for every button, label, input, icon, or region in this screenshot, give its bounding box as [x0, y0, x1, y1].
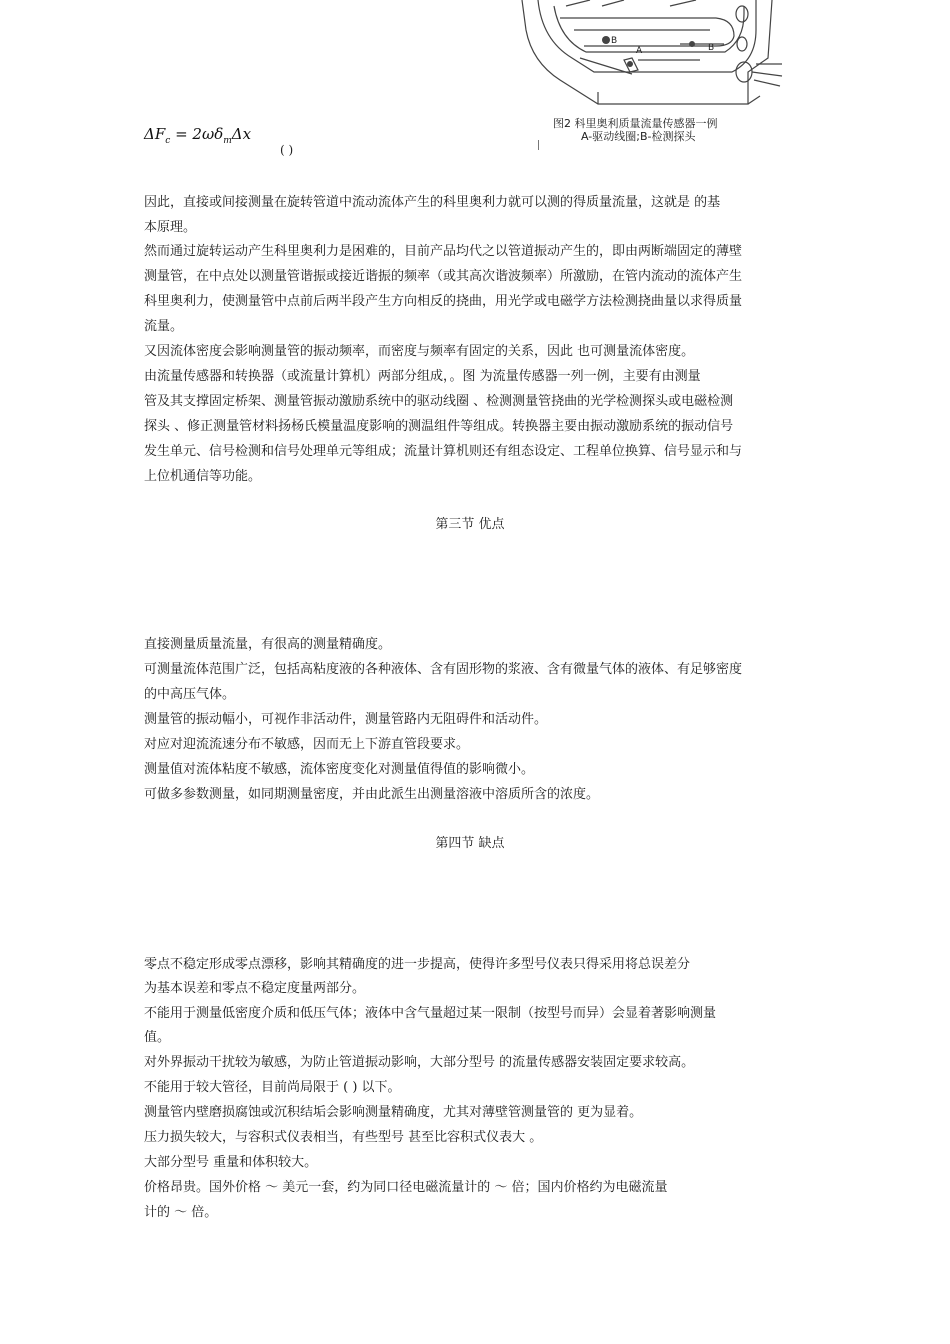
disadvantage-line: 值。	[144, 1030, 171, 1045]
principle-p4-line: 由流量传感器和转换器（或流量计算机）两部分组成，。图 为流量传感器一列一例，主要有由测量	[144, 369, 701, 384]
principle-p3-line: 又因流体密度会影响测量管的振动频率，而密度与频率有固定的关系，因此 也可测量流体密度。	[144, 344, 695, 359]
disadvantage-line: 不能用于测量低密度介质和低压气体；液体中含气量超过某一限制（按型号而异）会显着著影响测量	[144, 1006, 717, 1021]
disadvantage-line: 压力损失较大，与容积式仪表相当，有些型号 甚至比容积式仪表大 。	[144, 1130, 543, 1145]
disadvantage-line: 计的 ～ 倍。	[144, 1205, 218, 1220]
section4-heading: 第四节 缺点	[435, 836, 505, 851]
principle-p1-line: 因此，直接或间接测量在旋转管道中流动流体产生的科里奥利力就可以测的得质量流量，这就是 的基	[144, 195, 721, 210]
principle-p4-line: 管及其支撑固定桥架、测量管振动激励系统中的驱动线圈 、检测测量管挠曲的光学检测探头或电磁检测	[144, 394, 734, 409]
figure-caption	[553, 117, 773, 143]
disadvantage-line: 零点不稳定形成零点漂移，影响其精确度的进一步提高，使得许多型号仪表只得采用将总误差分	[144, 957, 691, 972]
principle-p2-line: 然而通过旋转运动产生科里奥利力是困难的，目前产品均代之以管道振动产生的，即由两断端固定的薄壁	[144, 244, 743, 259]
advantage-line: 测量管的振动幅小，可视作非活动件，测量管路内无阻碍件和活动件。	[144, 712, 548, 727]
advantage-line: 的中高压气体。	[144, 687, 236, 702]
advantage-line: 测量值对流体粘度不敏感，流体密度变化对测量值得值的影响微小。	[144, 762, 535, 777]
figure-label-b-left: B	[611, 36, 618, 46]
advantage-line: 对应对迎流流速分布不敏感，因而无上下游直管段要求。	[144, 737, 470, 752]
disadvantage-line: 为基本误差和零点不稳定度量两部分。	[144, 981, 366, 996]
disadvantage-line: 价格昂贵。国外价格 ～ 美元一套，约为同口径电磁流量计的 ～ 倍；国内价格约为电磁流量	[144, 1180, 668, 1195]
figure-label-a: A	[636, 46, 643, 56]
principle-p4-line: 上位机通信等功能。	[144, 469, 262, 484]
principle-p4-line: 探头 、修正测量管材料扬杨氏模量温度影响的测温组件等组成。转换器主要由振动激励系统的振动信号	[144, 419, 734, 434]
disadvantage-line: 不能用于较大管径，目前尚局限于 ( ) 以下。	[144, 1080, 401, 1095]
principle-p2-line: 流量。	[144, 319, 184, 334]
disadvantage-line: 对外界振动干扰较为敏感，为防止管道振动影响，大部分型号 的流量传感器安装固定要求较高。	[144, 1055, 695, 1070]
advantage-line: 可做多参数测量，如同期测量密度，并由此派生出测量溶液中溶质所含的浓度。	[144, 787, 600, 802]
equation-number: ( )	[280, 143, 294, 157]
coriolis-force-formula: $\Delta F_c = 2\omega\delta_m\Delta x$	[144, 125, 252, 146]
principle-p2-line: 科里奥利力，使测量管中点前后两半段产生方向相反的挠曲，用光学或电磁学方法检测挠曲量以求得质量	[144, 294, 743, 309]
principle-p1-line: 本原理。	[144, 220, 197, 235]
disadvantage-line: 测量管内壁磨损腐蚀或沉积结垢会影响测量精确度，尤其对薄壁管测量管的 更为显着。	[144, 1105, 643, 1120]
principle-p2-line: 测量管，在中点处以测量管谐振或接近谐振的频率（或其高次谐波频率）所激励，在管内流动的流体产生	[144, 269, 743, 284]
advantage-line: 可测量流体范围广泛，包括高粘度液的各种液体、含有固形物的浆液、含有微量气体的液体、有足够密度	[144, 662, 743, 677]
divider-mark	[538, 140, 539, 150]
section3-heading: 第三节 优点	[435, 517, 505, 532]
figure-caption-sub: A-驱动线圈;B-检测探头	[581, 130, 696, 143]
disadvantage-line: 大部分型号 重量和体积较大。	[144, 1155, 318, 1170]
figure-label-b-right: B	[708, 43, 715, 53]
figure-caption-title: 图2 科里奥利质量流量传感器一例	[553, 117, 718, 130]
principle-p4-line: 发生单元、信号检测和信号处理单元等组成；流量计算机则还有组态设定、工程单位换算、信号显示和与	[144, 444, 743, 459]
coriolis-sensor-figure	[520, 0, 790, 112]
advantage-line: 直接测量质量流量，有很高的测量精确度。	[144, 637, 392, 652]
